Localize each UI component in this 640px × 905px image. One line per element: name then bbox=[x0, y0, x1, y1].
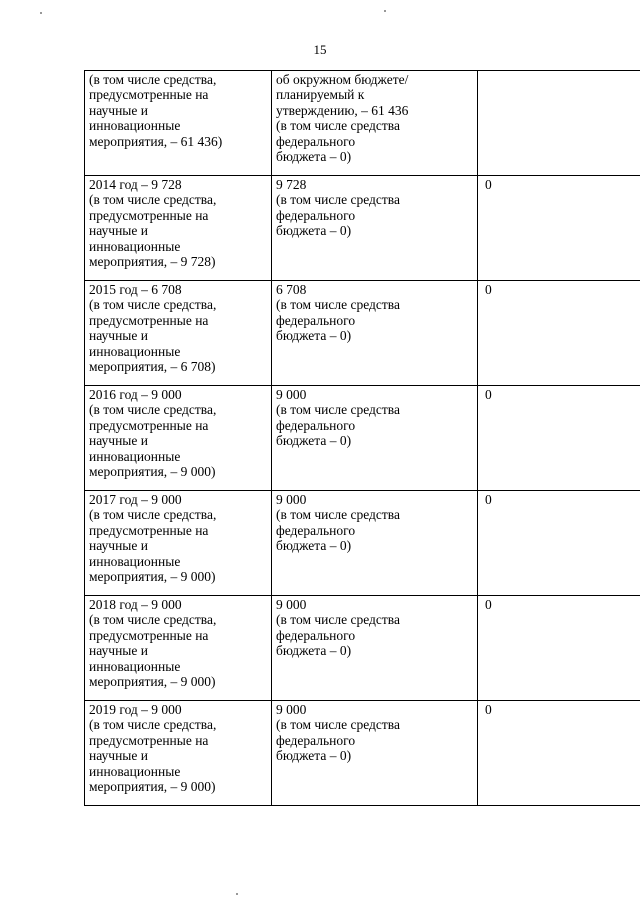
table-row bbox=[85, 176, 640, 281]
cell-line: мероприятия, – 9 000) bbox=[89, 569, 216, 585]
cell-line: бюджета – 0) bbox=[276, 223, 352, 239]
cell-line: 2018 год – 9 000 bbox=[89, 597, 182, 612]
cell-line: мероприятия, – 9 000) bbox=[89, 464, 216, 480]
cell-total-by-year bbox=[85, 701, 272, 806]
scan-speck bbox=[384, 10, 386, 12]
cell-line: инновационные bbox=[89, 238, 181, 254]
cell-line: (в том числе средства, bbox=[89, 717, 217, 733]
table-row bbox=[85, 491, 640, 596]
cell-district-budget bbox=[272, 596, 478, 701]
cell-line: (в том числе средства bbox=[276, 297, 400, 313]
cell-line: 9 728 bbox=[276, 177, 307, 192]
cell-line: мероприятия, – 61 436) bbox=[89, 133, 223, 149]
cell-line: бюджета – 0) bbox=[276, 149, 352, 165]
cell-line: (в том числе средства bbox=[276, 402, 400, 418]
cell-line: предусмотренные на bbox=[89, 732, 209, 748]
cell-line: научные и bbox=[89, 328, 148, 344]
cell-line: мероприятия, – 9 728) bbox=[89, 254, 216, 270]
cell-total-by-year bbox=[85, 596, 272, 701]
cell-line: 2016 год – 9 000 bbox=[89, 387, 182, 402]
cell-line: инновационные bbox=[89, 118, 181, 134]
cell-line: (в том числе средства, bbox=[89, 192, 217, 208]
cell-line: предусмотренные на bbox=[89, 207, 209, 223]
cell-line: 9 000 bbox=[276, 492, 307, 507]
table-row bbox=[85, 386, 640, 491]
cell-line: (в том числе средства, bbox=[89, 72, 217, 87]
cell-line: предусмотренные на bbox=[89, 87, 209, 103]
cell-total-by-year bbox=[85, 281, 272, 386]
cell-line: федерального bbox=[276, 627, 356, 643]
cell-line: предусмотренные на bbox=[89, 522, 209, 538]
cell-line: 9 000 bbox=[276, 702, 307, 717]
cell-line: научные и bbox=[89, 643, 148, 659]
cell-line: (в том числе средства bbox=[276, 717, 400, 733]
cell-line: 2014 год – 9 728 bbox=[89, 177, 182, 192]
cell-total-by-year bbox=[85, 386, 272, 491]
cell-line: (в том числе средства bbox=[276, 118, 400, 134]
cell-line: 9 000 bbox=[276, 597, 307, 612]
cell-line: научные и bbox=[89, 102, 148, 118]
cell-line: научные и bbox=[89, 538, 148, 554]
cell-other-sources bbox=[478, 281, 640, 386]
table-row bbox=[85, 596, 640, 701]
table-row bbox=[85, 701, 640, 806]
cell-line: (в том числе средства, bbox=[89, 297, 217, 313]
cell-line: федерального bbox=[276, 312, 356, 328]
cell-value: 0 bbox=[485, 177, 492, 192]
cell-line: об окружном бюджете/ bbox=[276, 72, 409, 87]
financing-table bbox=[84, 70, 640, 806]
cell-value: 0 bbox=[485, 387, 492, 402]
cell-line: (в том числе средства, bbox=[89, 612, 217, 628]
cell-total-by-year bbox=[85, 491, 272, 596]
cell-district-budget bbox=[272, 386, 478, 491]
cell-line: (в том числе средства, bbox=[89, 507, 217, 523]
cell-other-sources bbox=[478, 491, 640, 596]
cell-line: инновационные bbox=[89, 343, 181, 359]
cell-other-sources bbox=[478, 176, 640, 281]
cell-line: (в том числе средства bbox=[276, 507, 400, 523]
cell-line: планируемый к bbox=[276, 87, 365, 103]
cell-line: федерального bbox=[276, 207, 356, 223]
table-row bbox=[85, 71, 640, 176]
cell-other-sources bbox=[478, 701, 640, 806]
cell-line: (в том числе средства bbox=[276, 612, 400, 628]
cell-value: 0 bbox=[485, 597, 492, 612]
cell-line: предусмотренные на bbox=[89, 312, 209, 328]
cell-district-budget bbox=[272, 701, 478, 806]
cell-line: 2015 год – 6 708 bbox=[89, 282, 182, 297]
cell-line: (в том числе средства bbox=[276, 192, 400, 208]
cell-district-budget bbox=[272, 491, 478, 596]
cell-line: инновационные bbox=[89, 658, 181, 674]
financing-table-body bbox=[85, 71, 640, 806]
cell-line: (в том числе средства, bbox=[89, 402, 217, 418]
cell-line: мероприятия, – 9 000) bbox=[89, 674, 216, 690]
page-number: 15 bbox=[313, 42, 327, 57]
cell-line: федерального bbox=[276, 732, 356, 748]
cell-district-budget bbox=[272, 71, 478, 176]
cell-other-sources bbox=[478, 71, 640, 176]
cell-total-by-year bbox=[85, 176, 272, 281]
cell-line: предусмотренные на bbox=[89, 627, 209, 643]
cell-value: 0 bbox=[485, 702, 492, 717]
scan-speck bbox=[40, 12, 42, 14]
cell-line: федерального bbox=[276, 417, 356, 433]
cell-total-by-year bbox=[85, 71, 272, 176]
cell-line: инновационные bbox=[89, 448, 181, 464]
cell-line: бюджета – 0) bbox=[276, 433, 352, 449]
cell-line: 6 708 bbox=[276, 282, 307, 297]
cell-line: мероприятия, – 6 708) bbox=[89, 359, 216, 375]
cell-district-budget bbox=[272, 176, 478, 281]
cell-line: федерального bbox=[276, 133, 356, 149]
cell-line: инновационные bbox=[89, 763, 181, 779]
cell-value: 0 bbox=[485, 492, 492, 507]
cell-line: 2017 год – 9 000 bbox=[89, 492, 182, 507]
cell-district-budget bbox=[272, 281, 478, 386]
cell-value: 0 bbox=[485, 282, 492, 297]
scan-speck bbox=[236, 893, 238, 895]
cell-line: федерального bbox=[276, 522, 356, 538]
cell-line: научные и bbox=[89, 223, 148, 239]
cell-line: инновационные bbox=[89, 553, 181, 569]
cell-other-sources bbox=[478, 596, 640, 701]
cell-line: 9 000 bbox=[276, 387, 307, 402]
cell-line: бюджета – 0) bbox=[276, 328, 352, 344]
table-row bbox=[85, 281, 640, 386]
cell-other-sources bbox=[478, 386, 640, 491]
cell-line: научные и bbox=[89, 433, 148, 449]
cell-line: бюджета – 0) bbox=[276, 748, 352, 764]
cell-line: научные и bbox=[89, 748, 148, 764]
cell-line: 2019 год – 9 000 bbox=[89, 702, 182, 717]
cell-line: бюджета – 0) bbox=[276, 538, 352, 554]
cell-line: мероприятия, – 9 000) bbox=[89, 779, 216, 795]
cell-line: предусмотренные на bbox=[89, 417, 209, 433]
cell-line: утверждению, – 61 436 bbox=[276, 102, 409, 118]
cell-line: бюджета – 0) bbox=[276, 643, 352, 659]
